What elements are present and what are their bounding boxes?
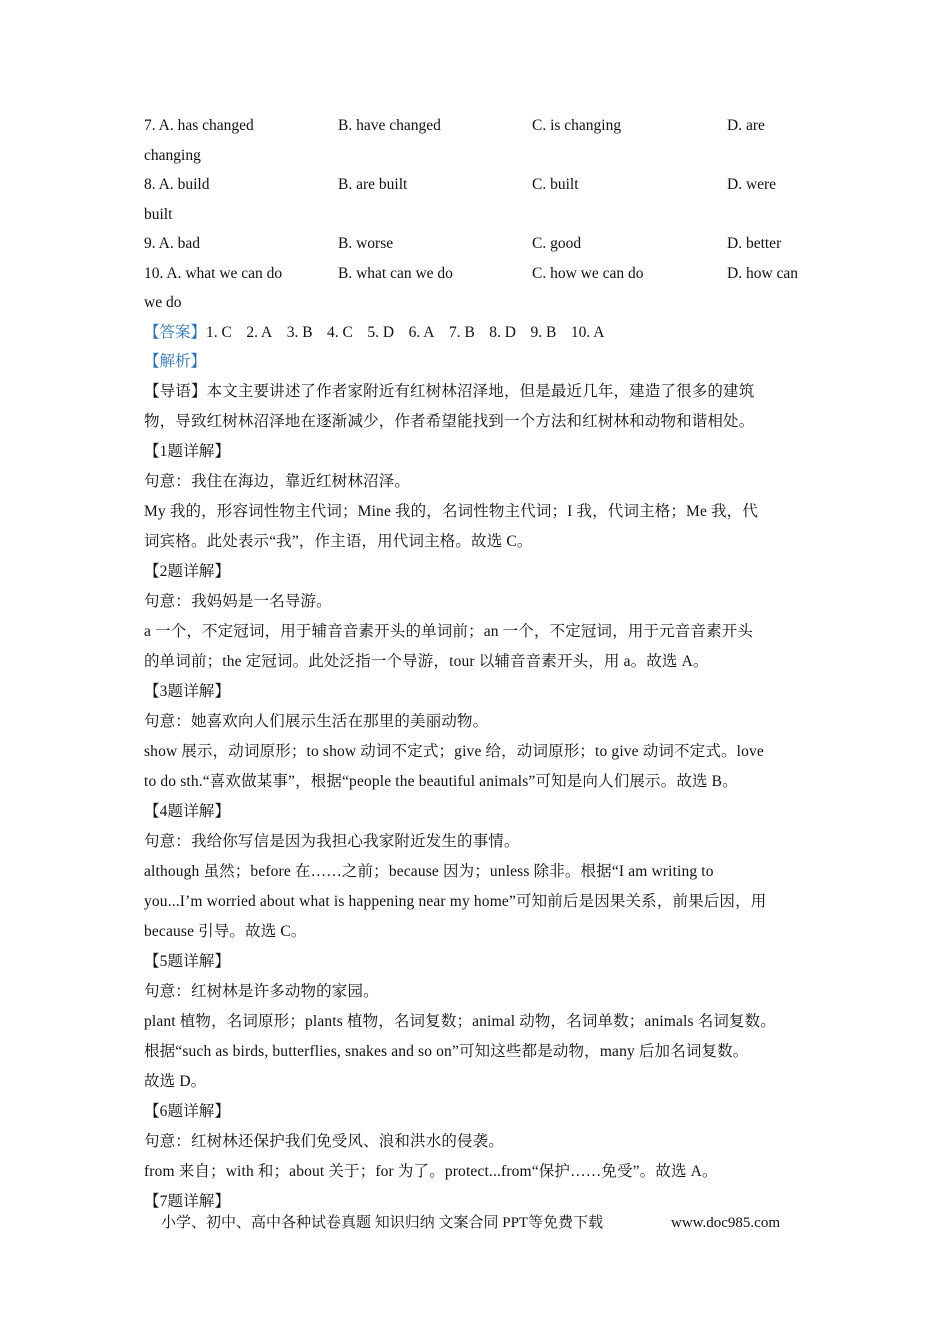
detail-heading: 【6题详解】 — [144, 1102, 231, 1120]
detail-heading: 【3题详解】 — [144, 682, 231, 700]
document-body — [144, 111, 814, 1217]
question-row — [144, 229, 814, 259]
detail-line: a 一个，不定冠词，用于辅音音素开头的单词前；an 一个，不定冠词，用于元音音素开头 — [144, 622, 754, 640]
answer-item: 2. A — [246, 323, 273, 341]
option-b: B. what can we do — [338, 264, 453, 282]
question-options — [144, 111, 814, 318]
option-wrap-line: built — [144, 205, 173, 223]
detail-line: although 虽然；before 在……之前；because 因为；unless 除非。根据“I am writing to — [144, 862, 714, 880]
detail-heading: 【4题详解】 — [144, 802, 231, 820]
detail-line: 句意：我妈妈是一名导游。 — [144, 592, 332, 610]
option-c: C. is changing — [532, 117, 622, 134]
option-b: B. are built — [338, 176, 408, 193]
answer-item: 6. A — [408, 323, 435, 341]
option-wrap-line: we do — [144, 294, 182, 311]
option-d: D. better — [727, 235, 782, 252]
intro-paragraph — [144, 377, 814, 437]
option-a: 8. A. build — [144, 176, 210, 193]
answer-item: 9. B — [530, 323, 557, 341]
detail-line: 的单词前；the 定冠词。此处泛指一个导游，tour 以辅音音素开头，用 a。故选 A。 — [144, 652, 709, 670]
option-d: D. are — [727, 117, 765, 134]
detail-line: 根据“such as birds, butterflies, snakes and so on”可知这些都是动物，many 后加名词复数。 — [144, 1042, 749, 1060]
analysis-heading — [144, 347, 814, 377]
option-d: D. were — [727, 176, 777, 193]
detail-line: My 我的，形容词性物主代词；Mine 我的，名词性物主代词；I 我，代词主格；Me 我，代 — [144, 502, 758, 520]
detail-line: from 来自；with 和；about 关于；for 为了。protect...from“保护……免受”。故选 A。 — [144, 1162, 718, 1180]
detail-line: 句意：我给你写信是因为我担心我家附近发生的事情。 — [144, 832, 520, 850]
detail-line: 句意：她喜欢向人们展示生活在那里的美丽动物。 — [144, 712, 489, 730]
option-a: 7. A. has changed — [144, 117, 254, 134]
intro-line: 【导语】本文主要讲述了作者家附近有红树林沼泽地，但是最近几年，建造了很多的建筑 — [144, 382, 755, 400]
detail-line: 句意：红树林是许多动物的家园。 — [144, 982, 379, 1000]
answer-items — [206, 324, 619, 341]
option-d: D. how can — [727, 264, 799, 282]
detail-line: because 引导。故选 C。 — [144, 922, 307, 940]
answer-line — [144, 318, 814, 348]
detail-line: show 展示，动词原形；to show 动词不定式；give 给，动词原形；to give 动词不定式。love — [144, 742, 764, 760]
page-footer — [161, 1211, 801, 1235]
option-a: 10. A. what we can do — [144, 264, 283, 282]
option-wrap-line: changing — [144, 146, 201, 164]
option-c: C. good — [532, 235, 582, 252]
detail-heading: 【2题详解】 — [144, 562, 231, 580]
detail-heading: 【7题详解】 — [144, 1192, 231, 1210]
question-row — [144, 111, 814, 141]
option-a: 9. A. bad — [144, 235, 200, 252]
option-c: C. how we can do — [532, 264, 644, 282]
detail-line: to do sth.“喜欢做某事”，根据“people the beautiful animals”可知是向人们展示。故选 B。 — [144, 772, 738, 790]
answer-item: 7. B — [448, 323, 475, 341]
analysis-tag: 【解析】 — [144, 353, 207, 370]
detail-heading: 【5题详解】 — [144, 952, 231, 970]
answer-item: 10. A — [570, 323, 605, 341]
footer-text: 小学、初中、高中各种试卷真题 知识归纳 文案合同 PPT等免费下载 — [161, 1215, 604, 1231]
answer-item: 3. B — [286, 323, 313, 341]
detail-line: 故选 D。 — [144, 1072, 207, 1090]
option-b: B. have changed — [338, 117, 441, 134]
answer-item: 8. D — [489, 323, 516, 341]
answer-item: 1. C — [206, 323, 232, 341]
detail-line: 句意：我住在海边，靠近红树林沼泽。 — [144, 472, 411, 490]
answer-item: 5. D — [367, 323, 395, 341]
detail-line: you...I’m worried about what is happening near my home”可知前后是因果关系，前果后因，用 — [144, 892, 767, 910]
detail-line: plant 植物，名词原形；plants 植物，名词复数；animal 动物，名词单数；animals 名词复数。 — [144, 1012, 776, 1030]
option-b: B. worse — [338, 235, 394, 252]
answer-item: 4. C — [327, 323, 353, 341]
detail-heading: 【1题详解】 — [144, 442, 231, 460]
question-row — [144, 170, 814, 200]
option-c: C. built — [532, 176, 579, 193]
detail-sections — [144, 437, 814, 1217]
intro-line: 物，导致红树林沼泽地在逐渐减少，作者希望能找到一个方法和红树林和动物和谐相处。 — [144, 412, 755, 430]
footer-url[interactable]: www.doc985.com — [671, 1215, 781, 1231]
answer-tag: 【答案】 — [144, 323, 207, 341]
detail-line: 句意：红树林还保护我们免受风、浪和洪水的侵袭。 — [144, 1132, 504, 1150]
question-row — [144, 259, 814, 289]
detail-line: 词宾格。此处表示“我”，作主语，用代词主格。故选 C。 — [144, 532, 533, 550]
